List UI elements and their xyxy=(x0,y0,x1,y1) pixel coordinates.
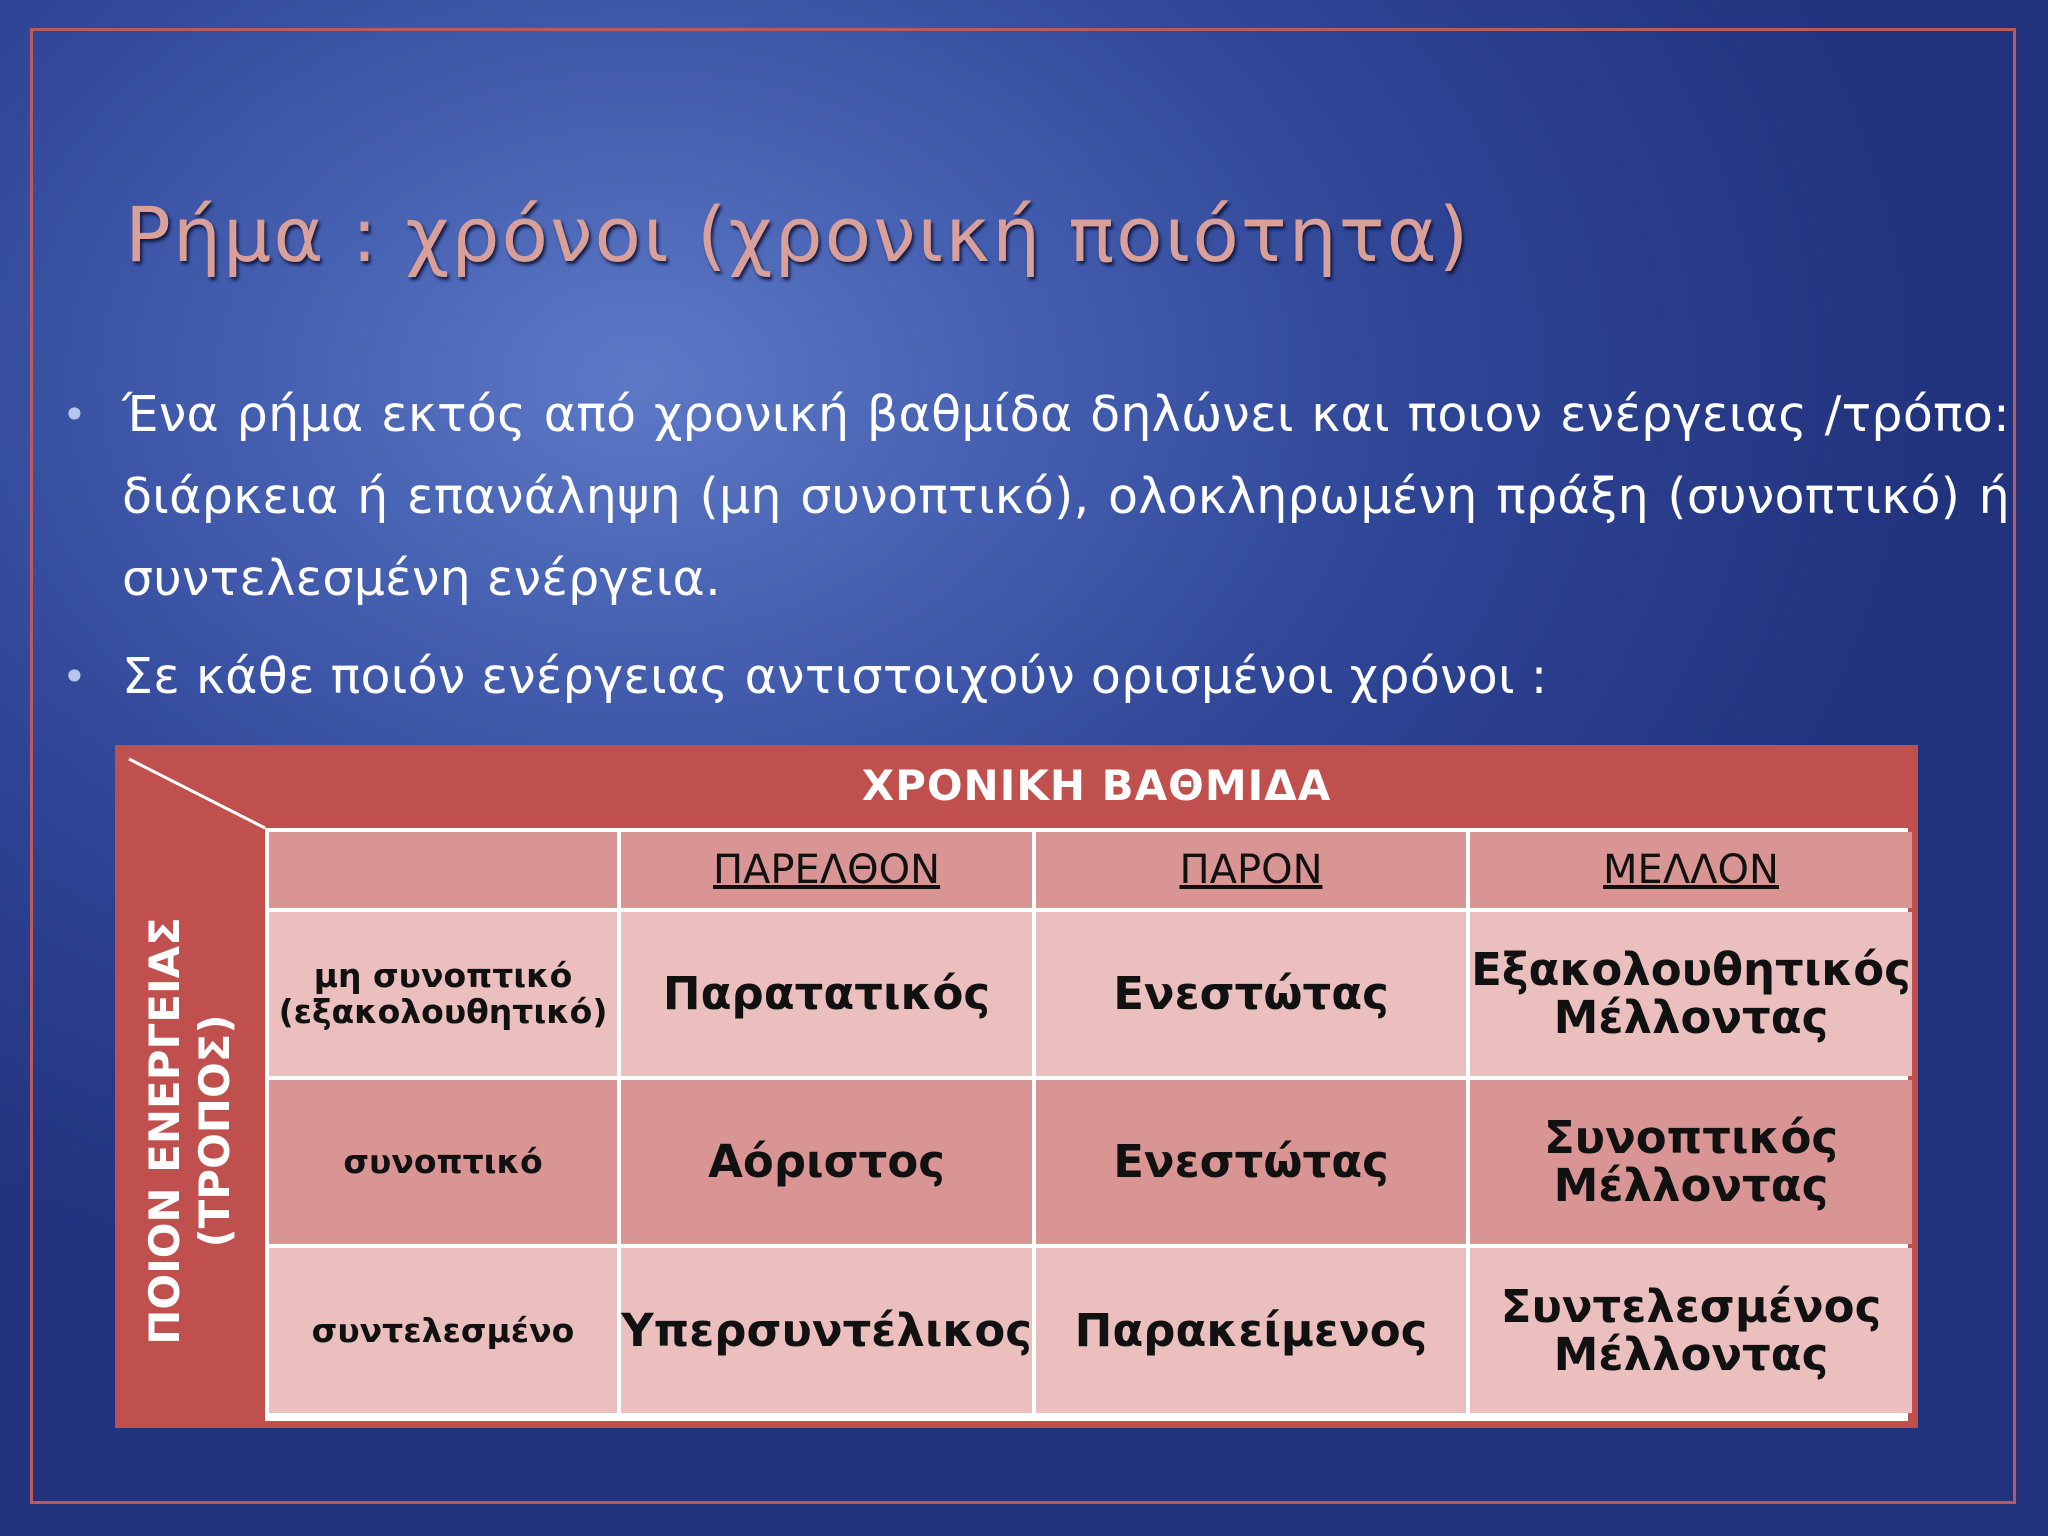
header-cell-present: ΠΑΡΟΝ xyxy=(1036,832,1466,908)
row-label: συνοπτικό xyxy=(269,1080,617,1244)
row-group-label-line: (ΤΡΟΠΟΣ) xyxy=(190,1013,240,1248)
tense-table xyxy=(115,745,1918,1428)
tense-cell: Παρατατικός xyxy=(621,912,1032,1076)
header-cell-empty xyxy=(269,832,617,908)
bullet-text: Σε κάθε ποιόν ενέργειας αντιστοιχούν ορισμένοι χρόνοι : xyxy=(122,648,1548,705)
tense-cell: Υπερσυντέλικος xyxy=(621,1248,1032,1413)
header-cell-future: ΜΕΛΛΟΝ xyxy=(1470,832,1912,908)
tense-cell: Αόριστος xyxy=(621,1080,1032,1244)
bullet-item xyxy=(62,374,2010,620)
bullet-item xyxy=(62,636,2010,718)
row-label: μη συνοπτικό (εξακολουθητικό) xyxy=(269,912,617,1076)
bullet-dot-icon: • xyxy=(62,652,88,701)
tense-cell: Εξακολουθητικός Μέλλοντας xyxy=(1470,912,1912,1076)
bullet-list xyxy=(62,374,2010,718)
column-group-label: ΧΡΟΝΙΚΗ ΒΑΘΜΙΔΑ xyxy=(861,760,1332,810)
row-group-label xyxy=(115,833,265,1428)
tense-cell: Ενεστώτας xyxy=(1036,1080,1466,1244)
bullet-dot-icon: • xyxy=(62,390,88,439)
table-grid xyxy=(265,828,1911,1421)
tense-cell: Συντελεσμένος Μέλλοντας xyxy=(1470,1248,1912,1413)
tense-cell: Παρακείμενος xyxy=(1036,1248,1466,1413)
slide-title: Ρήμα : χρόνοι (χρονική ποιότητα) xyxy=(125,190,1471,279)
tense-cell: Συνοπτικός Μέλλοντας xyxy=(1470,1080,1912,1244)
bullet-text: Ένα ρήμα εκτός από χρονική βαθμίδα δηλώνει και ποιον ενέργειας /τρόπο: διάρκεια ή επανάληψη (μη συνοπτικό), ολοκληρωμένη πράξη (συνοπτικό) ή συντελεσμένη ενέργεια. xyxy=(122,386,2010,607)
header-cell-past: ΠΑΡΕΛΘΟΝ xyxy=(621,832,1032,908)
tense-cell: Ενεστώτας xyxy=(1036,912,1466,1076)
row-label: συντελεσμένο xyxy=(269,1248,617,1413)
row-group-label-line: ΠΟΙΟΝ ΕΝΕΡΓΕΙΑΣ xyxy=(140,916,190,1345)
